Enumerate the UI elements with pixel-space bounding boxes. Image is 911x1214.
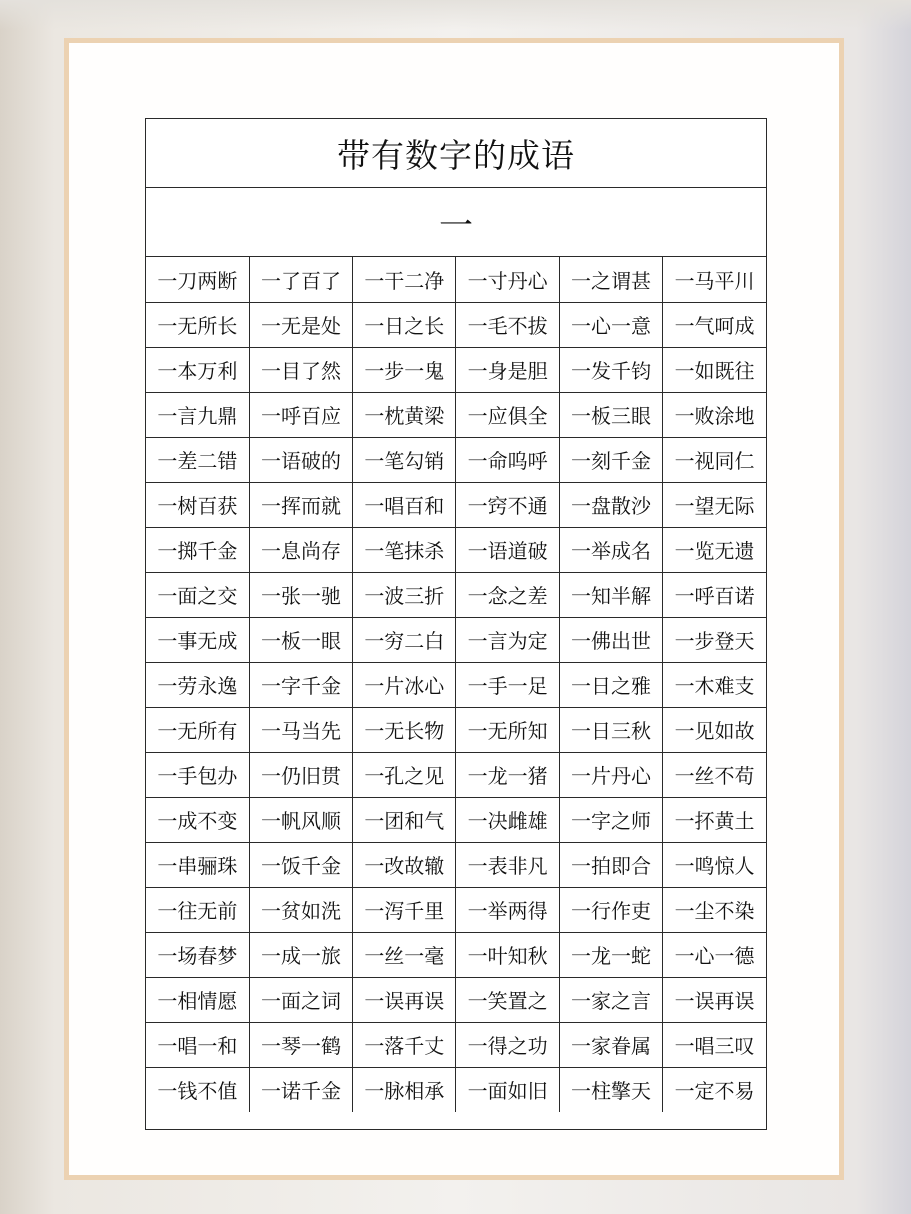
table-row — [146, 1067, 766, 1112]
idiom-cell: 一劳永逸 — [146, 662, 249, 707]
idiom-cell: 一应俱全 — [456, 392, 559, 437]
idiom-cell: 一见如故 — [663, 707, 766, 752]
table-row — [146, 347, 766, 392]
page-title: 带有数字的成语 — [146, 119, 766, 188]
idiom-cell: 一手一足 — [456, 662, 559, 707]
idiom-cell: 一日之长 — [353, 302, 456, 347]
idiom-cell: 一饭千金 — [249, 842, 352, 887]
idiom-cell: 一诺千金 — [249, 1067, 352, 1112]
idiom-cell: 一马当先 — [249, 707, 352, 752]
idiom-cell: 一相情愿 — [146, 977, 249, 1022]
idiom-cell: 一拍即合 — [559, 842, 662, 887]
idiom-cell: 一无长物 — [353, 707, 456, 752]
idiom-cell: 一孔之见 — [353, 752, 456, 797]
idiom-cell: 一唱三叹 — [663, 1022, 766, 1067]
idiom-cell: 一视同仁 — [663, 437, 766, 482]
idiom-cell: 一之谓甚 — [559, 257, 662, 302]
idiom-cell: 一面之词 — [249, 977, 352, 1022]
idiom-cell: 一语道破 — [456, 527, 559, 572]
idiom-cell: 一家之言 — [559, 977, 662, 1022]
idiom-cell: 一仍旧贯 — [249, 752, 352, 797]
idiom-cell: 一龙一蛇 — [559, 932, 662, 977]
table-row — [146, 887, 766, 932]
idiom-sheet — [145, 118, 767, 1130]
idiom-cell: 一团和气 — [353, 797, 456, 842]
idiom-cell: 一了百了 — [249, 257, 352, 302]
idiom-cell: 一败涂地 — [663, 392, 766, 437]
idiom-cell: 一心一德 — [663, 932, 766, 977]
table-row — [146, 797, 766, 842]
idiom-cell: 一叶知秋 — [456, 932, 559, 977]
idiom-cell: 一木难支 — [663, 662, 766, 707]
table-row — [146, 842, 766, 887]
idiom-cell: 一呼百应 — [249, 392, 352, 437]
idiom-cell: 一串骊珠 — [146, 842, 249, 887]
idiom-cell: 一片丹心 — [559, 752, 662, 797]
idiom-cell: 一笔勾销 — [353, 437, 456, 482]
idiom-cell: 一张一驰 — [249, 572, 352, 617]
idiom-cell: 一心一意 — [559, 302, 662, 347]
idiom-cell: 一目了然 — [249, 347, 352, 392]
idiom-cell: 一无所知 — [456, 707, 559, 752]
idiom-cell: 一丝不苟 — [663, 752, 766, 797]
table-row — [146, 482, 766, 527]
idiom-cell: 一得之功 — [456, 1022, 559, 1067]
idiom-cell: 一命呜呼 — [456, 437, 559, 482]
idiom-cell: 一钱不值 — [146, 1067, 249, 1112]
idiom-cell: 一寸丹心 — [456, 257, 559, 302]
idiom-cell: 一举两得 — [456, 887, 559, 932]
idiom-cell: 一息尚存 — [249, 527, 352, 572]
idiom-cell: 一事无成 — [146, 617, 249, 662]
idiom-cell: 一本万利 — [146, 347, 249, 392]
idiom-cell: 一手包办 — [146, 752, 249, 797]
idiom-cell: 一泻千里 — [353, 887, 456, 932]
table-row — [146, 257, 766, 302]
idiom-cell: 一览无遗 — [663, 527, 766, 572]
idiom-cell: 一成不变 — [146, 797, 249, 842]
idiom-cell: 一干二净 — [353, 257, 456, 302]
idiom-cell: 一脉相承 — [353, 1067, 456, 1112]
table-row — [146, 1022, 766, 1067]
idiom-cell: 一差二错 — [146, 437, 249, 482]
idiom-cell: 一笔抹杀 — [353, 527, 456, 572]
idiom-cell: 一鸣惊人 — [663, 842, 766, 887]
idiom-cell: 一柱擎天 — [559, 1067, 662, 1112]
idiom-cell: 一字之师 — [559, 797, 662, 842]
idiom-cell: 一掷千金 — [146, 527, 249, 572]
idiom-cell: 一如既往 — [663, 347, 766, 392]
idiom-cell: 一场春梦 — [146, 932, 249, 977]
table-row — [146, 707, 766, 752]
idiom-cell: 一言九鼎 — [146, 392, 249, 437]
idiom-cell: 一枕黄梁 — [353, 392, 456, 437]
idiom-table-body — [146, 257, 766, 1112]
idiom-cell: 一步登天 — [663, 617, 766, 662]
idiom-cell: 一改故辙 — [353, 842, 456, 887]
idiom-cell: 一往无前 — [146, 887, 249, 932]
idiom-cell: 一丝一毫 — [353, 932, 456, 977]
idiom-cell: 一抔黄土 — [663, 797, 766, 842]
idiom-cell: 一日之雅 — [559, 662, 662, 707]
idiom-cell: 一龙一猪 — [456, 752, 559, 797]
idiom-cell: 一笑置之 — [456, 977, 559, 1022]
idiom-cell: 一毛不拔 — [456, 302, 559, 347]
idiom-cell: 一面之交 — [146, 572, 249, 617]
idiom-cell: 一气呵成 — [663, 302, 766, 347]
idiom-cell: 一念之差 — [456, 572, 559, 617]
section-number: 一 — [146, 188, 766, 257]
idiom-cell: 一表非凡 — [456, 842, 559, 887]
table-row — [146, 752, 766, 797]
idiom-cell: 一马平川 — [663, 257, 766, 302]
idiom-cell: 一盘散沙 — [559, 482, 662, 527]
idiom-cell: 一日三秋 — [559, 707, 662, 752]
table-row — [146, 392, 766, 437]
idiom-cell: 一穷二白 — [353, 617, 456, 662]
idiom-cell: 一决雌雄 — [456, 797, 559, 842]
idiom-cell: 一误再误 — [353, 977, 456, 1022]
idiom-cell: 一家眷属 — [559, 1022, 662, 1067]
idiom-cell: 一成一旅 — [249, 932, 352, 977]
idiom-cell: 一身是胆 — [456, 347, 559, 392]
idiom-cell: 一步一鬼 — [353, 347, 456, 392]
idiom-cell: 一贫如洗 — [249, 887, 352, 932]
idiom-cell: 一面如旧 — [456, 1067, 559, 1112]
idiom-cell: 一板一眼 — [249, 617, 352, 662]
idiom-cell: 一刀两断 — [146, 257, 249, 302]
idiom-cell: 一发千钧 — [559, 347, 662, 392]
idiom-cell: 一无是处 — [249, 302, 352, 347]
idiom-cell: 一挥而就 — [249, 482, 352, 527]
idiom-cell: 一尘不染 — [663, 887, 766, 932]
idiom-cell: 一帆风顺 — [249, 797, 352, 842]
table-row — [146, 527, 766, 572]
table-row — [146, 437, 766, 482]
idiom-cell: 一片冰心 — [353, 662, 456, 707]
table-row — [146, 977, 766, 1022]
idiom-cell: 一树百获 — [146, 482, 249, 527]
idiom-table — [146, 257, 766, 1112]
idiom-cell: 一言为定 — [456, 617, 559, 662]
idiom-cell: 一行作吏 — [559, 887, 662, 932]
idiom-cell: 一窍不通 — [456, 482, 559, 527]
idiom-cell: 一无所长 — [146, 302, 249, 347]
table-row — [146, 932, 766, 977]
idiom-cell: 一无所有 — [146, 707, 249, 752]
idiom-cell: 一波三折 — [353, 572, 456, 617]
idiom-cell: 一刻千金 — [559, 437, 662, 482]
idiom-cell: 一误再误 — [663, 977, 766, 1022]
background-top — [0, 0, 911, 30]
idiom-cell: 一佛出世 — [559, 617, 662, 662]
idiom-cell: 一语破的 — [249, 437, 352, 482]
table-row — [146, 572, 766, 617]
idiom-cell: 一知半解 — [559, 572, 662, 617]
idiom-cell: 一琴一鹤 — [249, 1022, 352, 1067]
idiom-cell: 一举成名 — [559, 527, 662, 572]
idiom-cell: 一落千丈 — [353, 1022, 456, 1067]
table-row — [146, 662, 766, 707]
idiom-cell: 一定不易 — [674, 1079, 755, 1104]
idiom-cell: 一字千金 — [249, 662, 352, 707]
idiom-cell: 一板三眼 — [559, 392, 662, 437]
idiom-cell: 一呼百诺 — [663, 572, 766, 617]
idiom-cell: 一唱百和 — [353, 482, 456, 527]
idiom-cell: 一望无际 — [663, 482, 766, 527]
table-row — [146, 617, 766, 662]
table-row — [146, 302, 766, 347]
idiom-cell: 一唱一和 — [146, 1022, 249, 1067]
